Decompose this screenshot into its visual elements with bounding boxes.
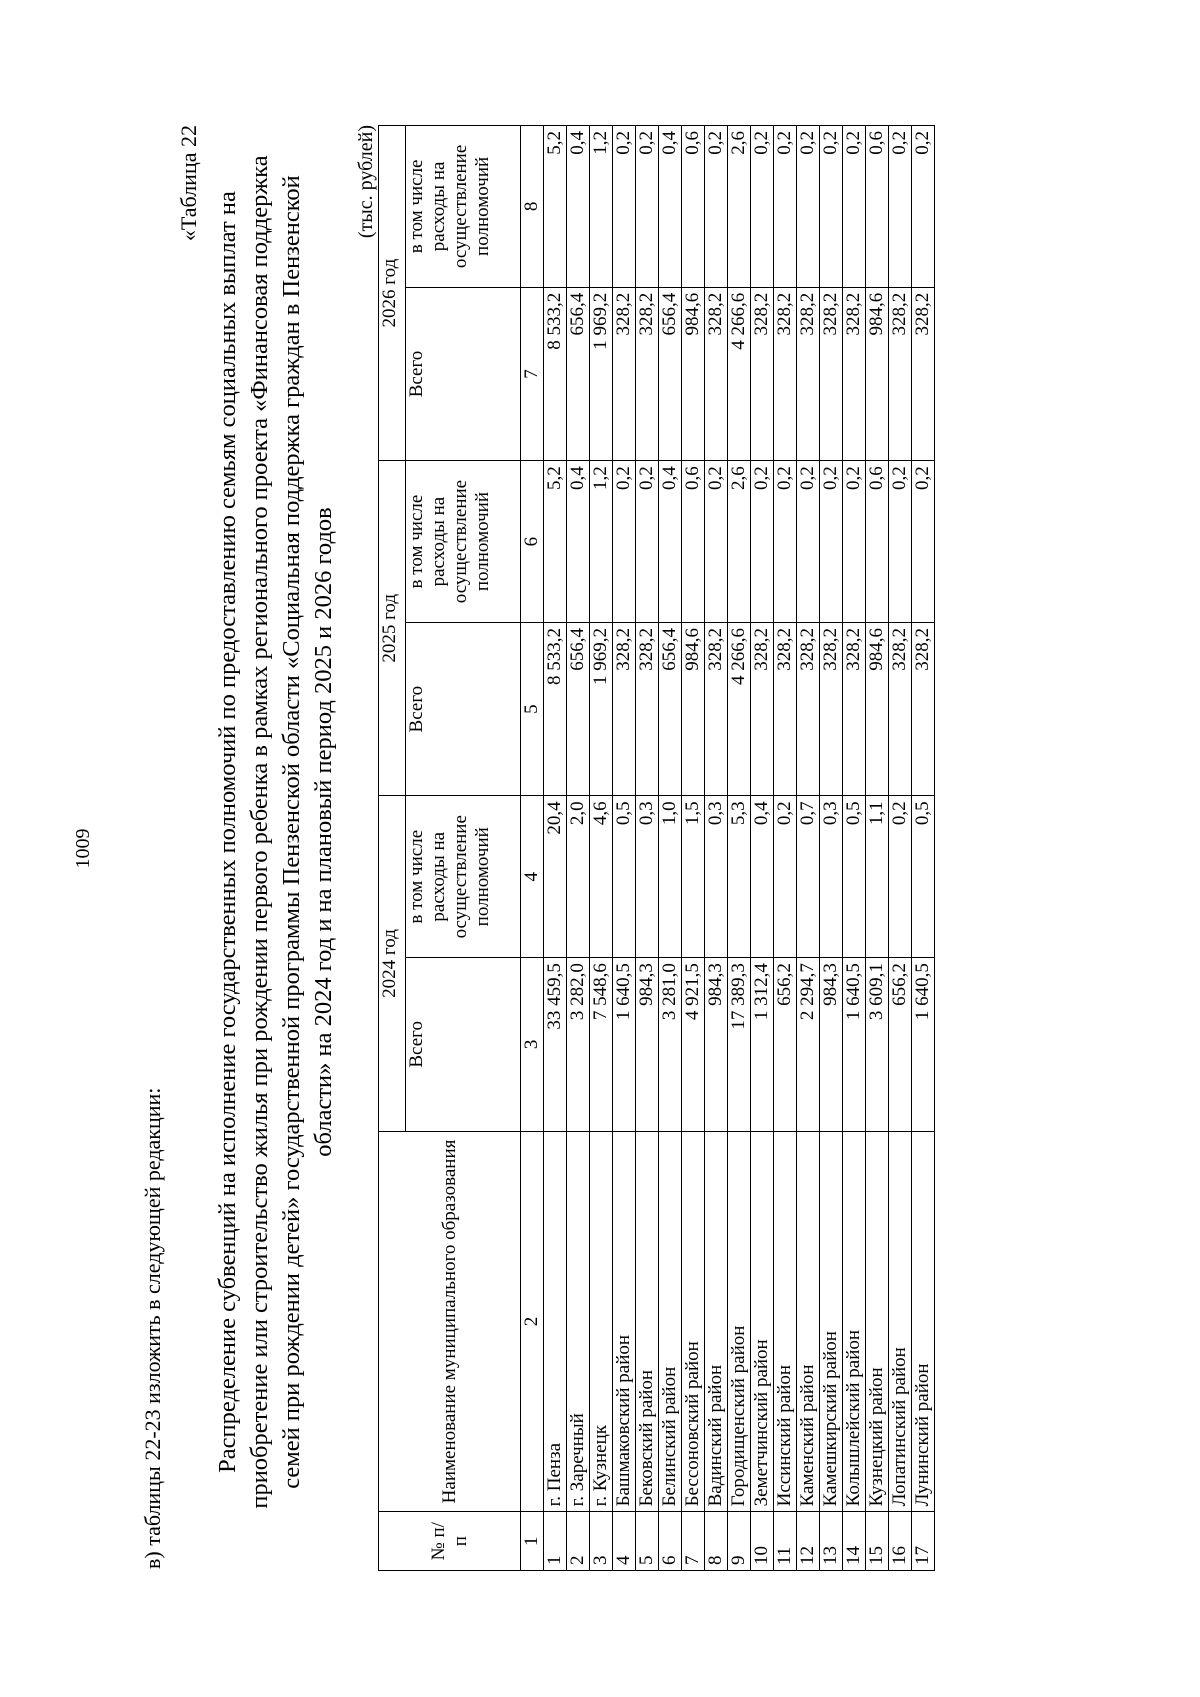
row-number: 10	[751, 1512, 774, 1571]
row-number: 11	[774, 1512, 797, 1571]
powers-2024: 0,3	[820, 796, 843, 958]
row-number: 7	[682, 1512, 705, 1571]
total-2025: 4 266,6	[728, 622, 751, 795]
powers-2024: 0,2	[774, 796, 797, 958]
total-2026: 328,2	[843, 287, 866, 460]
total-2026: 1 969,2	[590, 287, 613, 460]
powers-2024: 1,5	[682, 796, 705, 958]
total-2025: 328,2	[912, 622, 935, 795]
header-incl-2025: в том числе расходы на осуществление полномочий	[406, 461, 521, 623]
municipality-name: Городищенский район	[728, 1131, 751, 1512]
table-row	[567, 126, 590, 1571]
total-2025: 328,2	[843, 622, 866, 795]
row-number: 15	[866, 1512, 889, 1571]
column-number: 6	[521, 461, 544, 623]
intro-text: в) таблицы 22-23 изложить в следующей редакции:	[140, 1087, 165, 1569]
powers-2026: 0,2	[705, 126, 728, 288]
powers-2026: 0,6	[866, 126, 889, 288]
total-2024: 984,3	[705, 958, 728, 1131]
powers-2024: 0,3	[705, 796, 728, 958]
total-2024: 4 921,5	[682, 958, 705, 1131]
total-2024: 3 281,0	[659, 958, 682, 1131]
total-2026: 328,2	[820, 287, 843, 460]
row-number: 14	[843, 1512, 866, 1571]
municipality-name: Колышлейский район	[843, 1131, 866, 1512]
municipality-name: Земетчинский район	[751, 1131, 774, 1512]
row-number: 12	[797, 1512, 820, 1571]
total-2026: 656,4	[567, 287, 590, 460]
total-2026: 328,2	[889, 287, 912, 460]
row-number: 6	[659, 1512, 682, 1571]
column-number: 1	[521, 1512, 544, 1571]
row-number: 8	[705, 1512, 728, 1571]
column-number: 2	[521, 1131, 544, 1512]
total-2025: 328,2	[820, 622, 843, 795]
municipality-name: Бековский район	[636, 1131, 659, 1512]
table-row	[659, 126, 682, 1571]
total-2024: 1 640,5	[912, 958, 935, 1131]
powers-2024: 4,6	[590, 796, 613, 958]
municipality-name: г. Кузнецк	[590, 1131, 613, 1512]
total-2026: 328,2	[636, 287, 659, 460]
powers-2025: 0,2	[751, 461, 774, 623]
column-numbers-row	[521, 126, 544, 1571]
row-number: 13	[820, 1512, 843, 1571]
powers-2024: 1,0	[659, 796, 682, 958]
powers-2025: 0,2	[774, 461, 797, 623]
total-2024: 984,3	[636, 958, 659, 1131]
powers-2025: 0,2	[820, 461, 843, 623]
powers-2025: 0,2	[636, 461, 659, 623]
powers-2024: 1,1	[866, 796, 889, 958]
powers-2026: 0,2	[636, 126, 659, 288]
municipality-name: Каменский район	[797, 1131, 820, 1512]
header-name: Наименование муниципального образования	[379, 1131, 521, 1512]
column-number: 8	[521, 126, 544, 288]
total-2026: 328,2	[797, 287, 820, 460]
total-2024: 1 640,5	[843, 958, 866, 1131]
powers-2026: 0,2	[912, 126, 935, 288]
header-year-2025: 2025 год	[379, 461, 406, 796]
table-row	[797, 126, 820, 1571]
total-2025: 328,2	[613, 622, 636, 795]
powers-2026: 1,2	[590, 126, 613, 288]
total-2026: 328,2	[751, 287, 774, 460]
total-2026: 328,2	[912, 287, 935, 460]
total-2024: 984,3	[820, 958, 843, 1131]
total-2025: 984,6	[866, 622, 889, 795]
municipality-name: Башмаковский район	[613, 1131, 636, 1512]
table-label: «Таблица 22	[176, 125, 201, 242]
subvention-table	[378, 125, 935, 1571]
powers-2024: 0,5	[912, 796, 935, 958]
row-number: 5	[636, 1512, 659, 1571]
powers-2024: 0,7	[797, 796, 820, 958]
total-2024: 17 389,3	[728, 958, 751, 1131]
municipality-name: Лунинский район	[912, 1131, 935, 1512]
table-row	[774, 126, 797, 1571]
table-title: Распределение субвенций на исполнение государственных полномочий по предоставлению семьям социальных выплат на приобретение или строительство жилья при рождении первого ребенка в рамках регионального проекта «Финансовая поддержка семей при рождении детей» государственной программы Пензенской области «Социальная поддержка граждан в Пензенской области» на 2024 год и на плановый период 2025 и 2026 годов	[214, 155, 337, 1509]
powers-2024: 0,3	[636, 796, 659, 958]
header-incl-2026: в том числе расходы на осуществление полномочий	[406, 126, 521, 288]
header-num: № п/п	[379, 1512, 521, 1571]
header-year-2026: 2026 год	[379, 126, 406, 461]
municipality-name: Бессоновский район	[682, 1131, 705, 1512]
powers-2026: 0,6	[682, 126, 705, 288]
powers-2024: 5,3	[728, 796, 751, 958]
total-2025: 984,6	[682, 622, 705, 795]
powers-2024: 20,4	[544, 796, 567, 958]
powers-2026: 0,2	[820, 126, 843, 288]
total-2025: 8 533,2	[544, 622, 567, 795]
municipality-name: Белинский район	[659, 1131, 682, 1512]
total-2024: 2 294,7	[797, 958, 820, 1131]
total-2025: 328,2	[705, 622, 728, 795]
total-2026: 984,6	[866, 287, 889, 460]
row-number: 17	[912, 1512, 935, 1571]
powers-2026: 0,2	[797, 126, 820, 288]
municipality-name: г. Пенза	[544, 1131, 567, 1512]
row-number: 2	[567, 1512, 590, 1571]
powers-2025: 0,6	[682, 461, 705, 623]
header-year-2024: 2024 год	[379, 796, 406, 1131]
municipality-name: Кузнецкий район	[866, 1131, 889, 1512]
row-number: 16	[889, 1512, 912, 1571]
powers-2024: 0,2	[889, 796, 912, 958]
powers-2025: 0,2	[705, 461, 728, 623]
table-row	[682, 126, 705, 1571]
table-row	[866, 126, 889, 1571]
total-2026: 4 266,6	[728, 287, 751, 460]
table-row	[544, 126, 567, 1571]
header-incl-2024: в том числе расходы на осуществление полномочий	[406, 796, 521, 958]
powers-2024: 2,0	[567, 796, 590, 958]
row-number: 3	[590, 1512, 613, 1571]
total-2024: 33 459,5	[544, 958, 567, 1131]
column-number: 7	[521, 287, 544, 460]
column-number: 4	[521, 796, 544, 958]
table-row	[705, 126, 728, 1571]
powers-2025: 1,2	[590, 461, 613, 623]
municipality-name: Камешкирский район	[820, 1131, 843, 1512]
table-row	[590, 126, 613, 1571]
municipality-name: Лопатинский район	[889, 1131, 912, 1512]
total-2024: 3 609,1	[866, 958, 889, 1131]
total-2025: 328,2	[797, 622, 820, 795]
table-row	[889, 126, 912, 1571]
powers-2024: 0,5	[613, 796, 636, 958]
total-2025: 328,2	[751, 622, 774, 795]
powers-2025: 0,2	[613, 461, 636, 623]
total-2026: 984,6	[682, 287, 705, 460]
column-number: 3	[521, 958, 544, 1131]
powers-2025: 0,2	[889, 461, 912, 623]
total-2025: 656,4	[567, 622, 590, 795]
total-2026: 328,2	[705, 287, 728, 460]
table-row	[751, 126, 774, 1571]
header-total-2025: Всего	[406, 622, 521, 795]
powers-2026: 0,4	[567, 126, 590, 288]
total-2024: 656,2	[889, 958, 912, 1131]
total-2025: 1 969,2	[590, 622, 613, 795]
total-2025: 328,2	[774, 622, 797, 795]
powers-2024: 0,4	[751, 796, 774, 958]
powers-2025: 0,2	[843, 461, 866, 623]
table-row	[728, 126, 751, 1571]
units-label: (тыс. рублей)	[355, 125, 377, 239]
total-2024: 7 548,6	[590, 958, 613, 1131]
page-number: 1009	[72, 828, 94, 869]
table-row	[636, 126, 659, 1571]
table-row	[912, 126, 935, 1571]
total-2024: 1 312,4	[751, 958, 774, 1131]
total-2025: 656,4	[659, 622, 682, 795]
total-2024: 656,2	[774, 958, 797, 1131]
total-2026: 328,2	[613, 287, 636, 460]
total-2024: 1 640,5	[613, 958, 636, 1131]
total-2024: 3 282,0	[567, 958, 590, 1131]
powers-2025: 0,4	[659, 461, 682, 623]
powers-2025: 0,4	[567, 461, 590, 623]
powers-2026: 0,2	[843, 126, 866, 288]
table-row	[820, 126, 843, 1571]
total-2026: 8 533,2	[544, 287, 567, 460]
municipality-name: г. Заречный	[567, 1131, 590, 1512]
total-2026: 656,4	[659, 287, 682, 460]
powers-2025: 0,2	[797, 461, 820, 623]
powers-2026: 0,2	[889, 126, 912, 288]
total-2026: 328,2	[774, 287, 797, 460]
municipality-name: Вадинский район	[705, 1131, 728, 1512]
powers-2026: 0,2	[613, 126, 636, 288]
row-number: 1	[544, 1512, 567, 1571]
table-row	[613, 126, 636, 1571]
powers-2025: 2,6	[728, 461, 751, 623]
table-row	[843, 126, 866, 1571]
powers-2026: 5,2	[544, 126, 567, 288]
row-number: 4	[613, 1512, 636, 1571]
header-total-2026: Всего	[406, 287, 521, 460]
row-number: 9	[728, 1512, 751, 1571]
powers-2025: 0,2	[912, 461, 935, 623]
header-total-2024: Всего	[406, 958, 521, 1131]
municipality-name: Иссинский район	[774, 1131, 797, 1512]
powers-2026: 0,2	[774, 126, 797, 288]
total-2025: 328,2	[636, 622, 659, 795]
powers-2024: 0,5	[843, 796, 866, 958]
total-2025: 328,2	[889, 622, 912, 795]
column-number: 5	[521, 622, 544, 795]
powers-2026: 2,6	[728, 126, 751, 288]
powers-2025: 5,2	[544, 461, 567, 623]
powers-2025: 0,6	[866, 461, 889, 623]
powers-2026: 0,4	[659, 126, 682, 288]
powers-2026: 0,2	[751, 126, 774, 288]
